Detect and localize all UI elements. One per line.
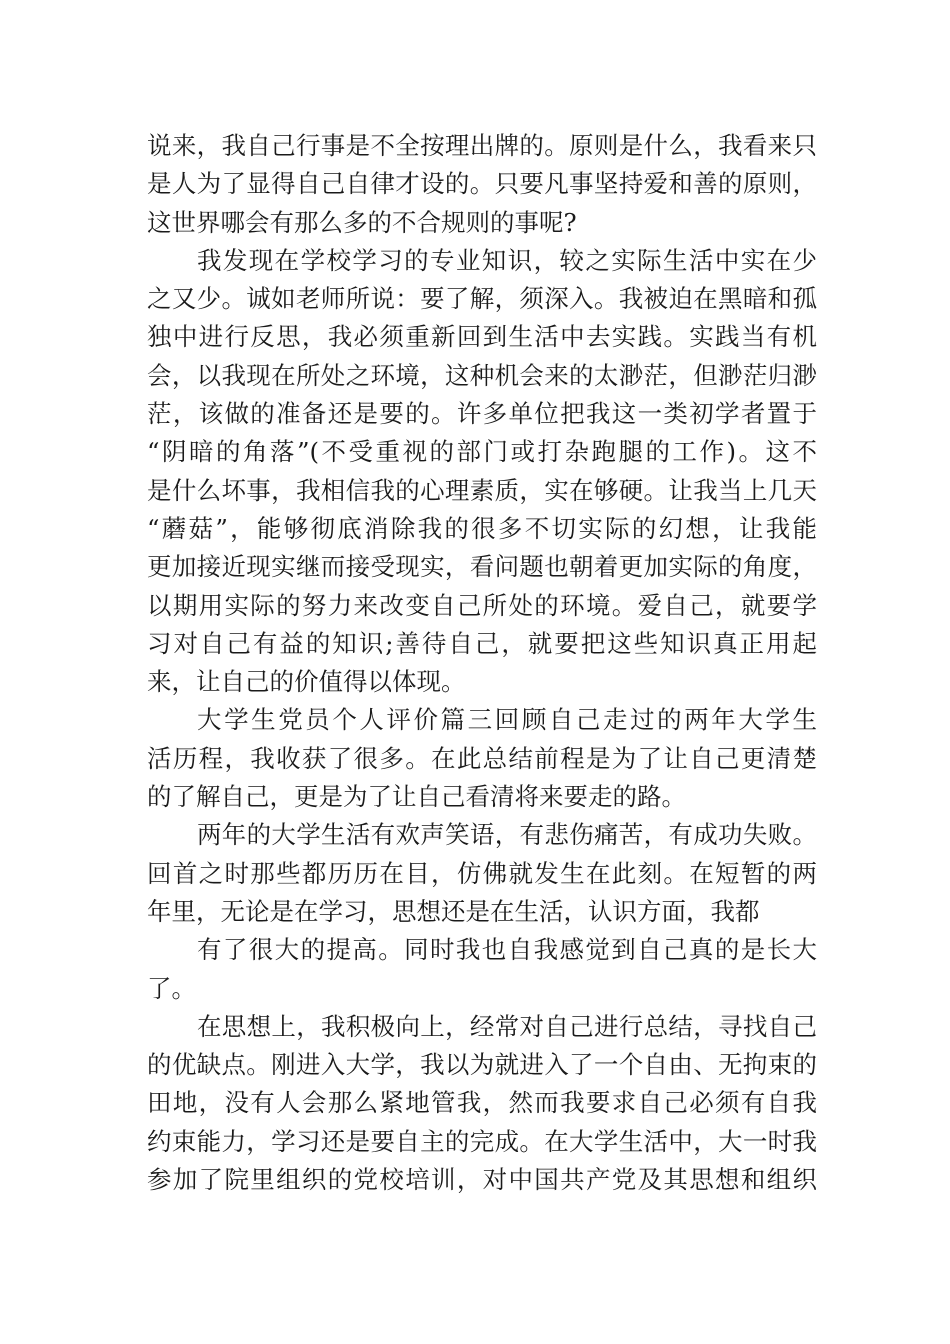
text-line: 田地，没有人会那么紧地管我，然而我要求自己必须有自我: [147, 1088, 817, 1118]
text-line: “蘑菇”，能够彻底消除我的很多不切实际的幻想，让我能: [147, 513, 817, 543]
text-line: 这世界哪会有那么多的不合规则的事呢?: [147, 207, 577, 237]
text-line: 我发现在学校学习的专业知识，较之实际生活中实在少: [197, 245, 817, 275]
text-line: 独中进行反思，我必须重新回到生活中去实践。实践当有机: [147, 322, 817, 352]
text-line: 大学生党员个人评价篇三回顾自己走过的两年大学生: [197, 705, 817, 735]
text-line: 两年的大学生活有欢声笑语，有悲伤痛苦，有成功失败。: [197, 820, 817, 850]
text-line: 约束能力，学习还是要自主的完成。在大学生活中，大一时我: [147, 1126, 817, 1156]
text-line: 回首之时那些都历历在目，仿佛就发生在此刻。在短暂的两: [147, 858, 817, 888]
text-line: 习对自己有益的知识;善待自己，就要把这些知识真正用起: [147, 628, 817, 658]
text-line: 是人为了显得自己自律才设的。只要凡事坚持爱和善的原则，: [147, 169, 817, 199]
text-line: 活历程，我收获了很多。在此总结前程是为了让自己更清楚: [147, 743, 817, 773]
text-line: 了。: [147, 973, 196, 1003]
text-line: 的了解自己，更是为了让自己看清将来要走的路。: [147, 782, 686, 812]
text-line: 茫，该做的准备还是要的。许多单位把我这一类初学者置于: [147, 399, 817, 429]
text-line: 的优缺点。刚进入大学，我以为就进入了一个自由、无拘束的: [147, 1050, 817, 1080]
text-line: 来，让自己的价值得以体现。: [147, 667, 466, 697]
text-line: 会，以我现在所处之环境，这种机会来的太渺茫，但渺茫归渺: [147, 360, 817, 390]
text-line: 有了很大的提高。同时我也自我感觉到自己真的是长大: [197, 935, 817, 965]
text-line: 以期用实际的努力来改变自己所处的环境。爱自己，就要学: [147, 590, 817, 620]
text-line: “阴暗的角落”(不受重视的部门或打杂跑腿的工作)。这不: [147, 437, 817, 467]
text-line: 参加了院里组织的党校培训，对中国共产党及其思想和组织: [147, 1165, 817, 1195]
text-line: 年里，无论是在学习，思想还是在生活，认识方面，我都: [147, 896, 760, 926]
text-line: 说来，我自己行事是不全按理出牌的。原则是什么，我看来只: [147, 131, 817, 160]
document-body: [147, 127, 817, 1199]
text-line: 是什么坏事，我相信我的心理素质，实在够硬。让我当上几天: [147, 475, 817, 505]
text-line: 更加接近现实继而接受现实，看问题也朝着更加实际的角度，: [147, 552, 817, 582]
text-line: 在思想上，我积极向上，经常对自己进行总结，寻找自己: [197, 1011, 817, 1041]
text-line: 之又少。诚如老师所说：要了解，须深入。我被迫在黑暗和孤: [147, 284, 817, 314]
